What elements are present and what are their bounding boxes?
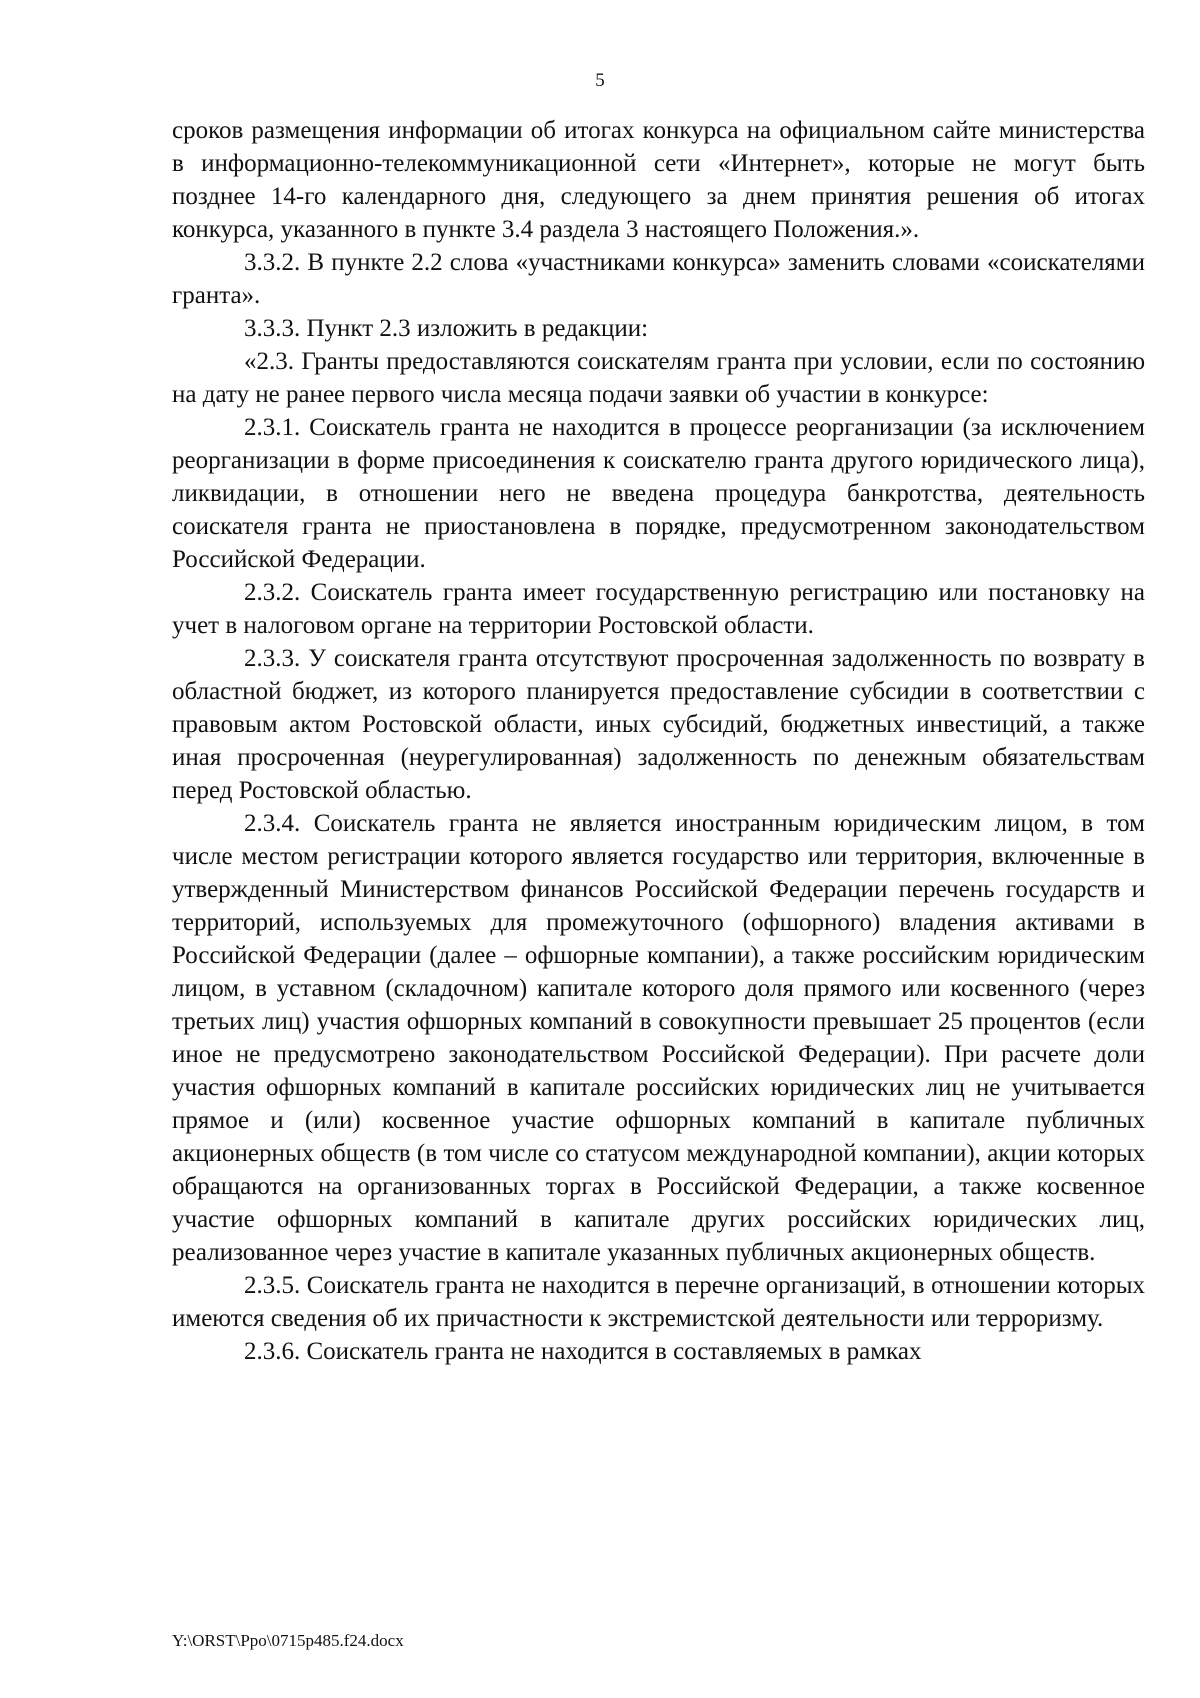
- paragraph-2-3-5: 2.3.5. Соискатель гранта не находится в перечне организаций, в отношении которых имеются сведения об их причастности к экстремистской деятельности или терроризму.: [172, 1272, 1145, 1332]
- paragraph-2-3-2: 2.3.2. Соискатель гранта имеет государственную регистрацию или постановку на учет в налоговом органе на территории Ростовской области.: [172, 579, 1145, 639]
- paragraph-2-3-4: 2.3.4. Соискатель гранта не является иностранным юридическим лицом, в том числе местом регистрации которого является государство или территория, включенные в утвержденный Министерством финансов Российской Федерации перечень государств и территорий, используемых для промежуточного (офшорного) владения активами в Российской Федерации (далее – офшорные компании), а также российским юридическим лицом, в уставном (складочном) капитале которого доля прямого или косвенного (через третьих лиц) участия офшорных компаний в совокупности превышает 25 процентов (если иное не предусмотрено законодательством Российской Федерации). При расчете доли участия офшорных компаний в капитале российских юридических лиц не учитывается прямое и (или) косвенное участие офшорных компаний в капитале публичных акционерных обществ (в том числе со статусом международной компании), акции которых обращаются на организованных торгах в Российской Федерации, а также косвенное участие офшорных компаний в капитале других российских юридических лиц, реализованное через участие в капитале указанных публичных акционерных обществ.: [172, 810, 1145, 1266]
- paragraph-continuation: сроков размещения информации об итогах конкурса на официальном сайте министерства в информационно-телекоммуникационной сети «Интернет», которые не могут быть позднее 14-го календарного дня, следующего за днем принятия решения об итогах конкурса, указанного в пункте 3.4 раздела 3 настоящего Положения.».: [172, 117, 1145, 243]
- paragraph-2-3-3: 2.3.3. У соискателя гранта отсутствуют просроченная задолженность по возврату в областной бюджет, из которого планируется предоставление субсидии в соответствии с правовым актом Ростовской области, иных субсидий, бюджетных инвестиций, а также иная просроченная (неурегулированная) задолженность по денежным обязательствам перед Ростовской областью.: [172, 645, 1145, 804]
- paragraph-3-3-3: 3.3.3. Пункт 2.3 изложить в редакции:: [244, 315, 649, 342]
- document-body: [172, 114, 1145, 1368]
- page-number: 5: [595, 70, 605, 91]
- paragraph-3-3-2: 3.3.2. В пункте 2.2 слова «участниками конкурса» заменить словами «соискателями гранта».: [172, 249, 1145, 309]
- footer-file-path: Y:\ORST\Ppo\0715p485.f24.docx: [172, 1631, 404, 1650]
- paragraph-2-3-6: 2.3.6. Соискатель гранта не находится в составляемых в рамках: [244, 1338, 922, 1365]
- paragraph-2-3: «2.3. Гранты предоставляются соискателям гранта при условии, если по состоянию на дату не ранее первого числа месяца подачи заявки об участии в конкурсе:: [172, 348, 1145, 408]
- paragraph-2-3-1: 2.3.1. Соискатель гранта не находится в процессе реорганизации (за исключением реорганизации в форме присоединения к соискателю гранта другого юридического лица), ликвидации, в отношении него не введена процедура банкротства, деятельность соискателя гранта не приостановлена в порядке, предусмотренном законодательством Российской Федерации.: [172, 414, 1145, 573]
